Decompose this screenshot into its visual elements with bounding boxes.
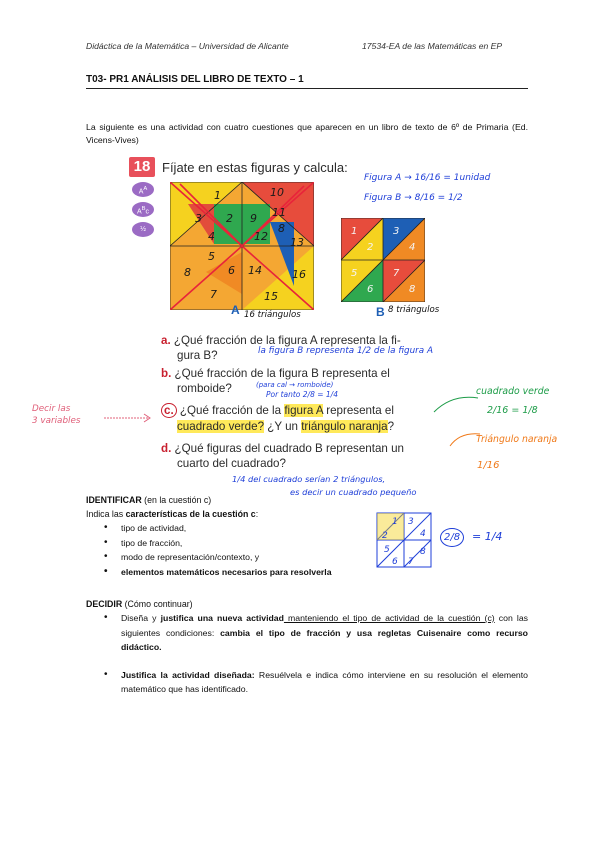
fig-b-label: 1 [351,226,358,237]
fig-b-count: 8 triángulos [388,305,440,315]
hand-answer-b1: (para cal → romboide) [256,381,334,389]
question-b-letter: b. [161,367,172,380]
fig-b-label: 2 [367,242,374,253]
decidir-title: DECIDIR [86,599,123,609]
question-c-hl-orange: triángulo naranja [301,420,388,433]
sketch-label: 4 [420,529,426,539]
hand-fig-a: Figura A → 16/16 = 1unidad [364,173,491,183]
question-c-hl-green: cuadrado verde? [177,420,265,433]
fig-a-label: 9 [250,212,257,225]
badge-3-icon: ½ [132,222,154,237]
intro-text: La siguiente es una actividad con cuatro cuestiones que aparecen en un libro de texto de 6º de Primaria (Ed. Vicens-Vives) [86,122,528,145]
fig-a-label: 6 [228,264,235,277]
decidir-item1-b: y [148,613,161,623]
identificar-list [98,521,428,579]
figure-a-letter: A [231,303,240,317]
fig-a-label: 3 [195,212,202,225]
exercise-heading: Fíjate en estas figuras y calcula: [162,160,348,175]
fig-a-label: 13 [290,236,304,249]
fig-b-label: 4 [409,242,416,253]
question-a-line2: gura B? [177,349,218,362]
hand-answer-d2: es decir un cuadrado pequeño [290,487,417,497]
hand-answer-a: la figura B representa 1/2 de la figura A [258,346,433,356]
figure-b-letter: B [376,305,385,319]
list-item [98,668,528,697]
decidir-heading [86,597,193,611]
decidir-item1-d: manteniendo el tipo de actividad de la cuestión (c) [283,613,495,623]
decidir-item2-a: Justifica la actividad diseñada: [121,669,255,680]
figure-a [170,182,314,310]
list-item: • tipo de actividad, [98,521,428,536]
question-a-line1: ¿Qué fracción de la figura A representa la fi- [173,334,401,347]
hand-answer-d1: 1/4 del cuadrado serían 2 triángulos, [232,474,386,484]
fig-a-label: 15 [264,290,278,303]
question-d-line2: cuarto del cuadrado? [177,457,286,470]
list-item: • tipo de fracción, [98,536,428,551]
header-left: Didáctica de la Matemática – Universidad de Alicante [86,41,289,51]
title-rule [86,88,528,89]
question-a-letter: a. [161,334,171,347]
exercise-number: 18 [129,157,155,177]
decidir-item1-a: Diseña [121,613,149,623]
decidir-item1-e: con las siguientes condiciones: [121,613,528,638]
sketch-label: 7 [408,557,414,567]
fig-b-label: 3 [393,226,400,237]
decidir-item1-f: cambia el tipo de fracción [220,627,341,638]
question-d-line1: ¿Qué figuras del cuadrado B representan un [174,442,404,455]
fig-b-label: 8 [409,284,416,295]
margin-note-line1: Decir las [32,404,71,414]
identificar-lead-pre: Indica las [86,509,126,519]
page-title: T03- PR1 ANÁLISIS DEL LIBRO DE TEXTO – 1 [86,74,304,85]
fig-a-label: 8 [184,266,191,279]
decidir-item2-b: Resuélvela e indica cómo interviene en su resolución el elemento matemático que has identificado. [121,669,529,694]
question-b-line2: romboide? [177,382,232,395]
fig-a-label: 14 [248,264,262,277]
question-c-end: ? [387,420,395,433]
orange-fraction: 1/16 [477,460,500,471]
fig-a-label: 5 [208,250,215,263]
hand-fig-b: Figura B → 8/16 = 1/2 [364,193,463,203]
fig-a-label: 10 [270,186,284,199]
question-d [161,441,471,471]
sketch-fraction-2: = 1/4 [472,530,503,543]
question-d-letter: d. [161,442,172,455]
sketch-label: 6 [392,557,398,567]
fig-a-count: 16 triángulos [244,310,301,320]
sketch-label: 1 [392,517,398,527]
green-label: cuadrado verde [476,386,550,397]
figure-b [341,218,425,302]
margin-note-line2: 3 variables [32,416,81,426]
identificar-heading [86,493,211,507]
sketch-label: 2 [382,531,388,541]
fig-a-label: 7 [210,288,217,301]
question-c-pre: ¿Qué fracción de la [179,404,285,417]
sketch-label: 5 [384,545,390,555]
identificar-title: IDENTIFICAR [86,495,142,505]
fig-a-label: 2 [226,212,233,225]
identificar-lead-bold: características de la cuestión c [125,509,256,519]
decidir-note: (Cómo continuar) [122,599,193,609]
sketch-fraction-1: 2/8 [440,528,464,547]
fig-b-label: 7 [393,268,400,279]
identificar-lead [86,507,258,521]
badge-2-icon: $A^Bc$ [132,202,154,217]
question-b-line1: ¿Qué fracción de la figura B representa el [174,367,390,380]
margin-note [32,403,80,427]
question-c-post: representa el [323,404,394,417]
fig-a-label: 16 [292,268,306,281]
decidir-item1-g: y usa regletas Cuisenaire como recurso didáctico. [121,627,528,652]
hand-answer-b2: Por tanto 2/8 = 1/4 [266,390,338,399]
question-c-hl-figure: figura A [284,404,323,417]
green-fraction: 2/16 = 1/8 [487,405,538,416]
orange-label: Triángulo naranja [476,434,558,445]
identificar-note: (en la cuestión c) [141,495,212,505]
list-item: • modo de representación/contexto, y [98,550,428,565]
fig-a-label: 12 [254,230,268,243]
question-c-letter: c. [161,403,177,418]
fig-b-label: 5 [351,268,358,279]
fig-a-label: 4 [208,230,215,243]
decidir-item1-c: justifica una nueva actividad [160,613,284,623]
margin-arrow-icon [104,413,154,423]
list-item [98,611,528,655]
header-right: 17534-EA de las Matemáticas en EP [362,41,503,51]
question-c-mid: ¿Y un [264,420,302,433]
fig-b-label: 6 [367,284,374,295]
sketch-label: 8 [420,547,426,557]
badge-1-icon: $A^A$ [132,182,154,197]
sketch-label: 3 [408,517,414,527]
fig-a-label: 11 [272,206,286,219]
decidir-list [98,611,528,697]
identificar-lead-post: : [255,509,259,519]
fig-a-label: 1 [214,189,221,202]
list-item: • elementos matemáticos necesarios para resolverla [98,565,428,580]
fig-a-label: 8 [278,222,285,235]
